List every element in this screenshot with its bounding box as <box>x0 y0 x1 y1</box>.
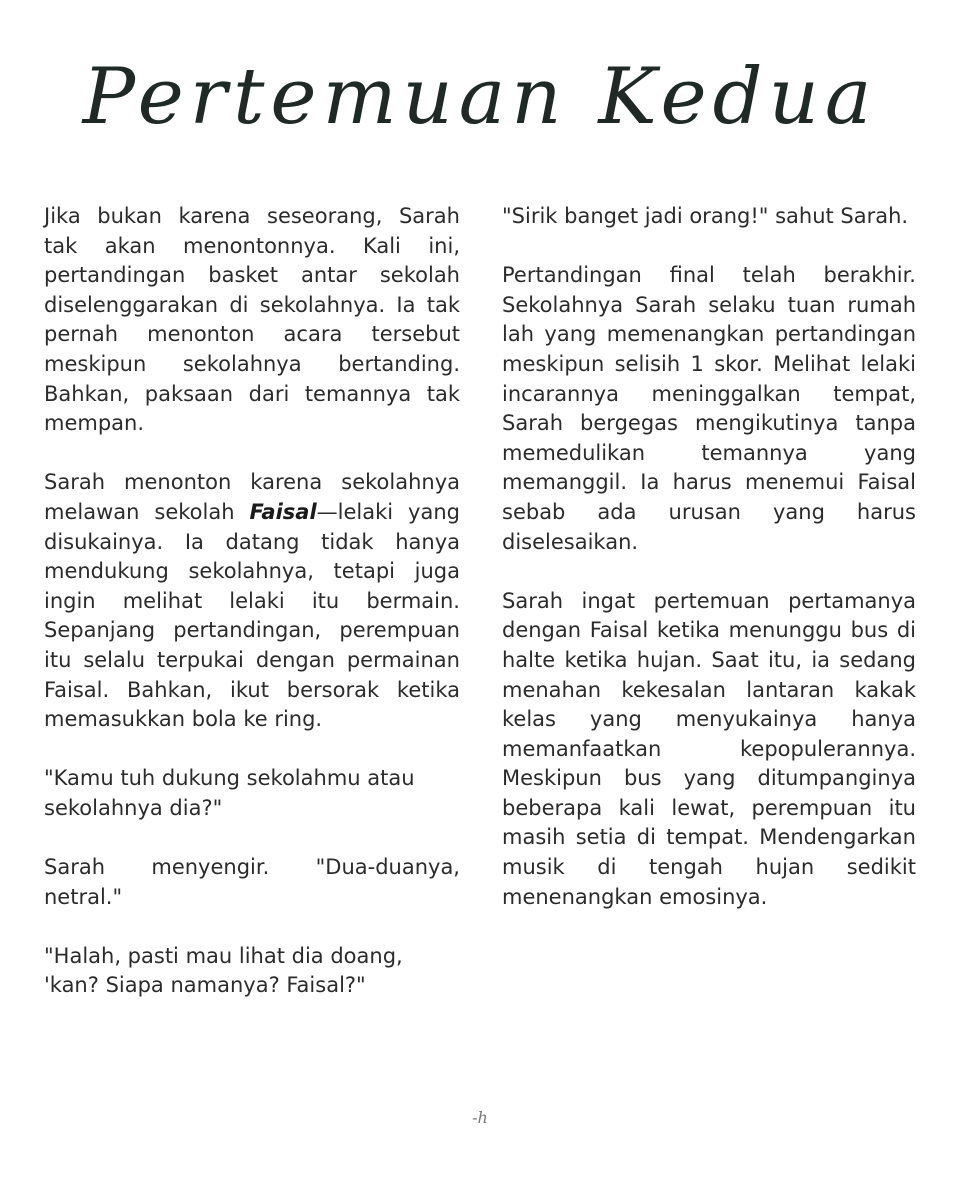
left-column <box>44 202 460 1031</box>
paragraph-text: —lelaki yang disukainya. Ia datang tidak hanya mendukung sekolahnya, tetapi juga ingin melihat lelaki itu bermain. Sepanjang pertandingan, perempuan itu selalu terpukai dengan permainan Faisal. Bahkan, ikut bersorak ketika memasukkan bola ke ring. <box>44 499 460 732</box>
paragraph: Jika bukan karena seseorang, Sarah tak akan menontonnya. Kali ini, pertandingan basket antar sekolah diselenggarakan di sekolahnya. Ia tak pernah menonton acara tersebut meskipun sekolahnya bertanding. Bahkan, paksaan dari temannya tak mempan. <box>44 204 460 436</box>
paragraph: Pertandingan final telah berakhir. Sekolahnya Sarah selaku tuan rumah lah yang memenangkan pertandingan meskipun selisih 1 skor. Melihat lelaki incarannya meninggalkan tempat, Sarah bergegas mengikutinya tanpa memedulikan temannya yang memanggil. Ia harus menemui Faisal sebab ada urusan yang harus diselesaikan. <box>502 263 916 554</box>
emphasized-name: Faisal <box>249 499 317 524</box>
author-signature: -h <box>472 1108 488 1127</box>
paragraph: Sarah ingat pertemuan pertamanya dengan Faisal ketika menunggu bus di halte ketika hujan. Saat itu, ia sedang menahan kekesalan lantaran kakak kelas yang menyukainya hanya memanfaatkan kepopulerannya. Meskipun bus yang ditumpanginya beberapa kali lewat, perempuan itu masih setia di tempat. Mendengarkan musik di tengah hujan sedikit menenangkan emosinya. <box>502 588 916 909</box>
dialogue-paragraph: "Kamu tuh dukung sekolahmu atau sekolahnya dia?" <box>44 766 415 820</box>
dialogue-paragraph: "Halah, pasti mau lihat dia doang, 'kan? Siapa namanya? Faisal?" <box>44 943 403 998</box>
paragraph <box>44 468 460 734</box>
paragraph-text: Sarah menonton karena sekolahnya melawan sekolah <box>44 470 460 524</box>
right-column <box>502 202 916 942</box>
dialogue-paragraph: Sarah menyengir. "Dua-duanya, netral." <box>44 855 460 909</box>
dialogue-paragraph: "Sirik banget jadi orang!" sahut Sarah. <box>502 204 909 228</box>
page-title: Pertemuan Kedua <box>82 52 878 142</box>
